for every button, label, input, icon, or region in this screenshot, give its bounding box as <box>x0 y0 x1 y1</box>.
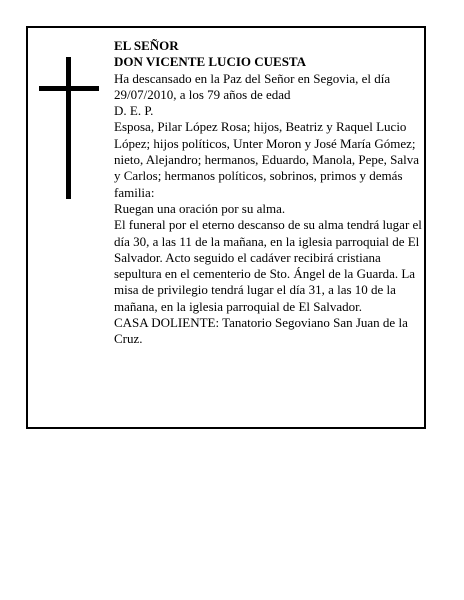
notice-text <box>114 38 426 348</box>
rip-paragraph: D. E. P. <box>114 103 154 119</box>
obituary-notice <box>26 26 426 429</box>
cross-vertical-bar <box>66 57 71 199</box>
announcement-paragraph: Ha descansado en la Paz del Señor en Segovia, el día 29/07/2010, a los 79 años de edad <box>114 70 391 102</box>
prayer-paragraph: Ruegan una oración por su alma. <box>114 200 286 216</box>
family-paragraph: Esposa, Pilar López Rosa; hijos, Beatriz y Raquel Lucio López; hijos políticos, Unter Moron y José María Gómez; nieto, Alejandro; hermanos, Eduardo, Manola, Pepe, Salva y Carlos; hermanos políticos, sobrinos, primos y demás familia: <box>114 119 420 200</box>
cross-horizontal-bar <box>39 86 99 91</box>
cross-icon <box>39 57 99 199</box>
funeral-paragraph: El funeral por el eterno descanso de su alma tendrá lugar el día 30, a las 11 de la mañana, en la iglesia parroquial de El Salvador. Acto seguido el cadáver recibirá cristiana sepultura en el cementerio de Sto. Ángel de la Guarda. La misa de privilegio tendrá lugar el día 31, a las 10 de la mañana, en la iglesia parroquial de El Salvador. <box>114 217 422 314</box>
heading-title: EL SEÑOR <box>114 38 179 53</box>
deceased-name: DON VICENTE LUCIO CUESTA <box>114 54 307 70</box>
funeral-home-paragraph: CASA DOLIENTE: Tanatorio Segoviano San Juan de la Cruz. <box>114 315 408 347</box>
